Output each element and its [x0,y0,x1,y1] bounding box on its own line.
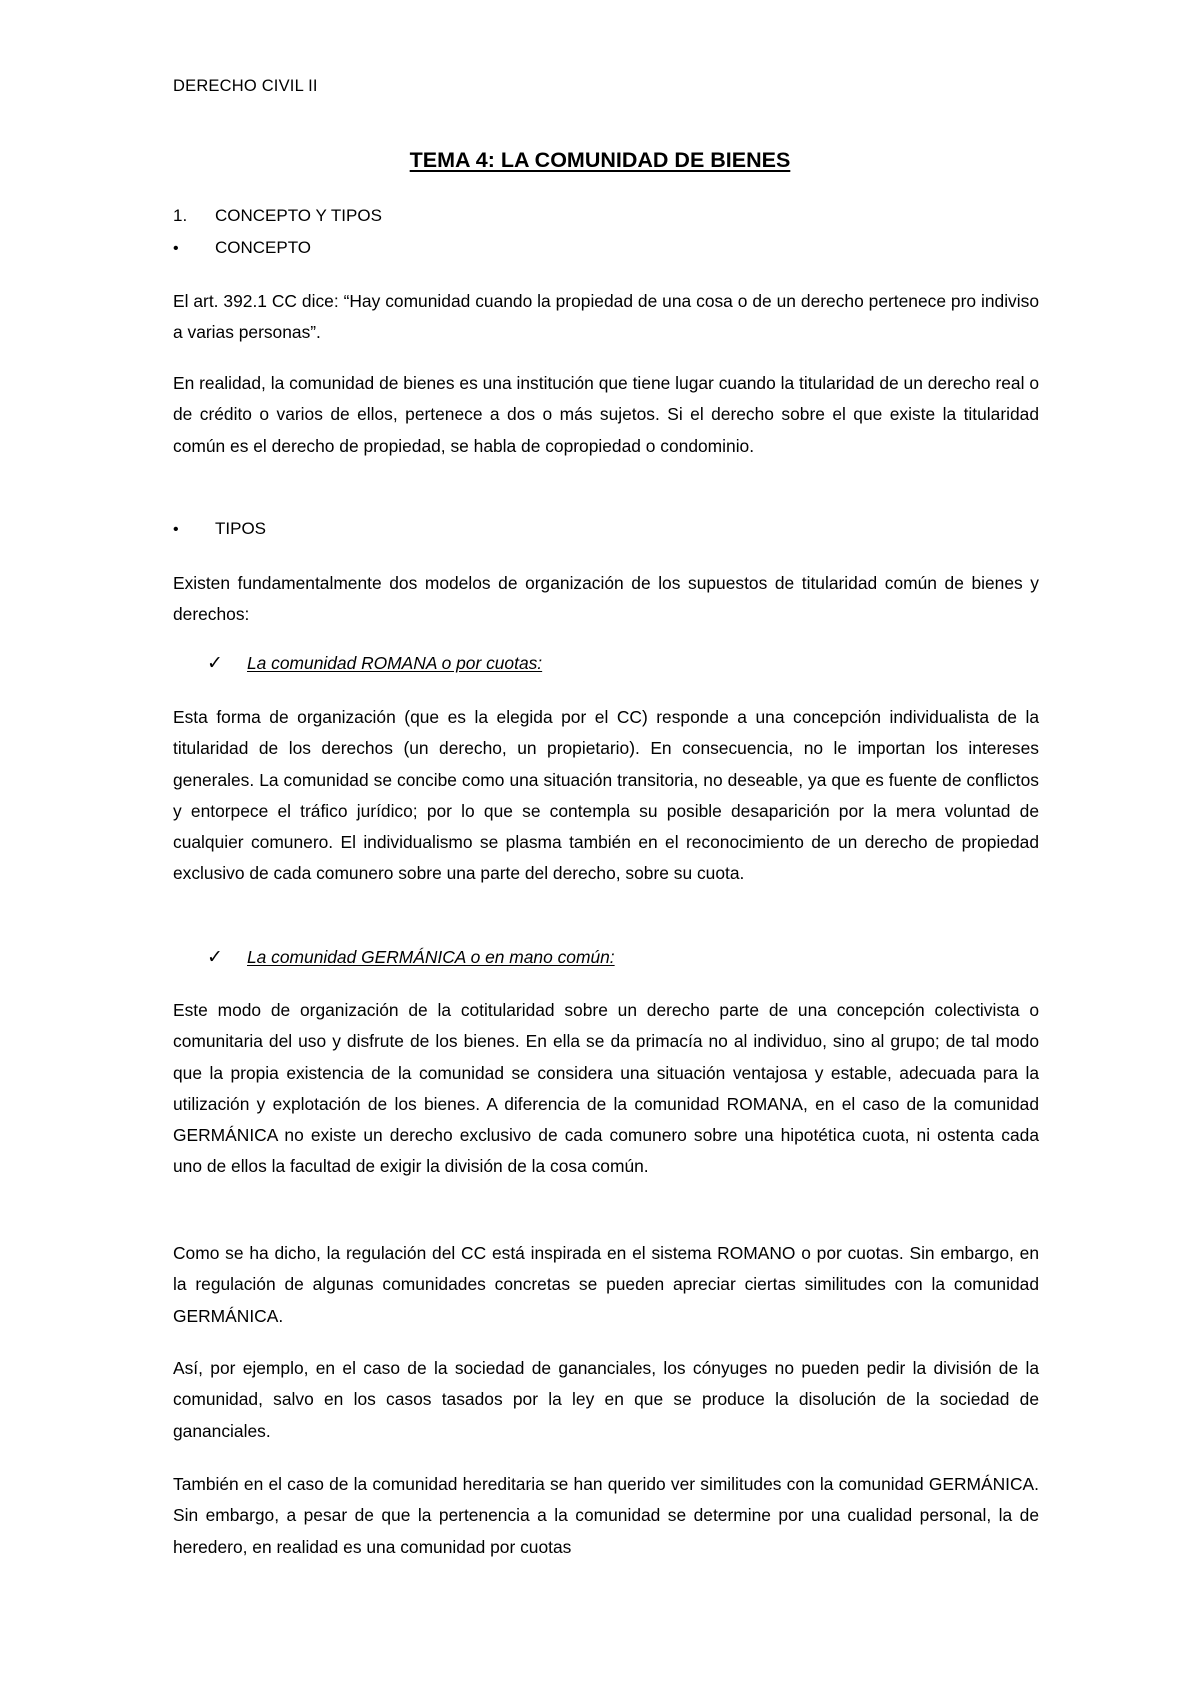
section-heading-concepto-y-tipos [173,206,382,226]
paragraph-en-realidad: En realidad, la comunidad de bienes es una institución que tiene lugar cuando la titularidad de un derecho real o de crédito o varios de ellos, pertenece a dos o más sujetos. Si el derecho sobre el que existe la titularidad común es el derecho de propiedad, se habla de copropiedad o condominio. [173,373,1039,456]
bullet-icon: • [173,521,179,538]
list-item-label: La comunidad GERMÁNICA o en mano común: [247,947,615,967]
paragraph-como-se-ha-dicho: Como se ha dicho, la regulación del CC está inspirada en el sistema ROMANO o por cuotas. Sin embargo, en la regulación de algunas comunidades concretas se pueden apreciar ciertas similitudes con la comunidad GERMÁNICA. [173,1243,1039,1326]
paragraph-art-392: El art. 392.1 CC dice: “Hay comunidad cuando la propiedad de una cosa o de un derecho pertenece pro indiviso a varias personas”. [173,291,1039,343]
document-title: TEMA 4: LA COMUNIDAD DE BIENES [409,148,791,172]
list-item-comunidad-germanica [207,946,615,969]
paragraph-comunidad-hereditaria: También en el caso de la comunidad hereditaria se han querido ver similitudes con la comunidad GERMÁNICA. Sin embargo, a pesar de que la pertenencia a la comunidad se determine por una cualidad personal, la de heredero, en realidad es una comunidad por cuotas [173,1474,1039,1557]
section-number: 1. [173,206,188,225]
running-header: DERECHO CIVIL II [173,77,318,95]
subheading-concepto [173,238,311,258]
paragraph-comunidad-germanica: Este modo de organización de la cotitularidad sobre un derecho parte de una concepción colectivista o comunitaria del uso y disfrute de los bienes. En ella se da primacía no al individuo, sino al grupo; de tal modo que la propia existencia de la comunidad se considera una situación ventajosa y estable, adecuada para la utilización y explotación de los bienes. A diferencia de la comunidad ROMANA, en el caso de la comunidad GERMÁNICA no existe un derecho exclusivo de cada comunero sobre una hipotética cuota, ni ostenta cada uno de ellos la facultad de exigir la división de la cosa común. [173,1000,1039,1177]
checkmark-icon: ✓ [207,947,223,968]
subheading-text: CONCEPTO [215,238,312,257]
bullet-icon: • [173,240,179,257]
paragraph-comunidad-romana: Esta forma de organización (que es la elegida por el CC) responde a una concepción individualista de la titularidad de los derechos (un derecho, un propietario). En consecuencia, no le importan los intereses generales. La comunidad se concibe como una situación transitoria, no deseable, ya que es fuente de conflictos y entorpece el tráfico jurídico; por lo que se contempla su posible desaparición por la mera voluntad de cualquier comunero. El individualismo se plasma también en el reconocimiento de un derecho de propiedad exclusivo de cada comunero sobre una parte del derecho, sobre su cuota. [173,707,1039,884]
section-heading-text: CONCEPTO Y TIPOS [215,206,382,225]
list-item-label: La comunidad ROMANA o por cuotas: [247,653,543,673]
subheading-tipos [173,519,266,539]
paragraph-tipos-intro: Existen fundamentalmente dos modelos de organización de los supuestos de titularidad común de bienes y derechos: [173,573,1039,625]
subheading-text: TIPOS [215,519,267,538]
list-item-comunidad-romana [207,652,542,675]
paragraph-sociedad-gananciales: Así, por ejemplo, en el caso de la sociedad de gananciales, los cónyuges no pueden pedir la división de la comunidad, salvo en los casos tasados por la ley en que se produce la disolución de la sociedad de gananciales. [173,1358,1039,1441]
checkmark-icon: ✓ [207,653,223,674]
